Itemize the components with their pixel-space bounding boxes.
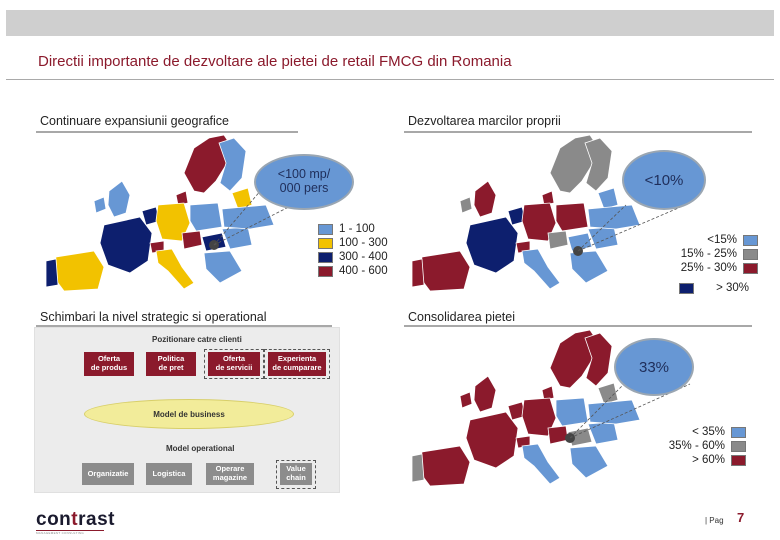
brands-legend bbox=[660, 233, 758, 295]
geo-section-title: Continuare expansiunii geografice bbox=[40, 114, 230, 128]
consolidation-legend-item: > 60% bbox=[646, 453, 746, 467]
region-poland bbox=[556, 398, 588, 426]
geo-legend-item: 300 - 400 bbox=[318, 250, 388, 264]
legend-swatch-navy bbox=[679, 283, 694, 294]
consolidation-legend-item: 35% - 60% bbox=[646, 439, 746, 453]
brands-legend-item: 15% - 25% bbox=[660, 247, 758, 261]
price-policy-box: Politica de pret bbox=[146, 352, 196, 376]
geo-bubble-line1: <100 mp/ bbox=[277, 167, 331, 182]
geo-legend bbox=[318, 222, 388, 278]
geo-legend-item: 100 - 300 bbox=[318, 236, 388, 250]
strategy-section-title: Schimbari la nivel strategic si operational bbox=[40, 310, 267, 324]
operational-model-label: Model operational bbox=[166, 444, 235, 453]
offer-product-box: Oferta de produs bbox=[84, 352, 134, 376]
region-spain bbox=[418, 446, 470, 486]
header-bar bbox=[6, 10, 774, 36]
region-ukraine bbox=[588, 205, 640, 229]
legend-swatch-yellow bbox=[318, 238, 333, 249]
region-poland bbox=[190, 203, 222, 231]
consolidation-legend bbox=[646, 425, 746, 467]
store-operations-box: Operare magazine bbox=[206, 463, 254, 485]
page-number: 7 bbox=[737, 510, 745, 525]
organization-box: Organizatie bbox=[82, 463, 134, 485]
positioning-label: Pozitionare catre clienti bbox=[152, 335, 242, 344]
contrast-logo: contrast bbox=[36, 509, 115, 530]
page-label: | Pag bbox=[705, 516, 724, 525]
legend-swatch-red bbox=[743, 263, 758, 274]
shopping-experience-box: Experienta de cumparare bbox=[268, 352, 326, 376]
brands-legend-item: > 30% bbox=[660, 281, 758, 295]
consolidation-bubble bbox=[614, 338, 694, 396]
legend-swatch-grey bbox=[743, 249, 758, 260]
consolidation-section-rule bbox=[404, 325, 752, 327]
geo-bubble-line2: 000 pers bbox=[279, 181, 329, 195]
legend-swatch-light-blue bbox=[743, 235, 758, 246]
title-divider bbox=[6, 79, 774, 80]
consolidation-section-title: Consolidarea pietei bbox=[408, 310, 516, 324]
legend-swatch-light-blue bbox=[731, 427, 746, 438]
geo-legend-item: 400 - 600 bbox=[318, 264, 388, 278]
brands-section-title: Dezvoltarea marcilor proprii bbox=[408, 114, 561, 128]
logistics-box: Logistica bbox=[146, 463, 192, 485]
region-portugal bbox=[46, 259, 58, 287]
brands-bubble bbox=[622, 150, 706, 210]
region-ukraine bbox=[222, 205, 274, 229]
business-model-diagram bbox=[34, 327, 340, 493]
geo-bubble bbox=[254, 154, 354, 210]
slide-title: Directii importante de dezvoltare ale pietei de retail FMCG din Romania bbox=[38, 53, 512, 70]
logo-tagline: MANAGEMENT CONSULTING bbox=[36, 531, 85, 535]
brands-legend-item: <15% bbox=[660, 233, 758, 247]
consolidation-legend-item: < 35% bbox=[646, 425, 746, 439]
region-portugal bbox=[412, 259, 424, 287]
legend-swatch-red bbox=[318, 266, 333, 277]
region-spain bbox=[418, 251, 470, 291]
value-chain-box: Value chain bbox=[280, 463, 312, 485]
geo-legend-item: 1 - 100 bbox=[318, 222, 388, 236]
region-poland bbox=[556, 203, 588, 231]
business-model-ellipse: Model de business bbox=[84, 399, 294, 429]
region-portugal bbox=[412, 454, 424, 482]
legend-swatch-light-blue bbox=[318, 224, 333, 235]
region-spain bbox=[52, 251, 104, 291]
consolidation-bubble-value: 33% bbox=[638, 358, 670, 376]
legend-swatch-red bbox=[731, 455, 746, 466]
brands-bubble-value: <10% bbox=[644, 171, 684, 189]
legend-swatch-navy bbox=[318, 252, 333, 263]
offer-services-box: Oferta de servicii bbox=[208, 352, 260, 376]
legend-swatch-grey bbox=[731, 441, 746, 452]
brands-legend-item: 25% - 30% bbox=[660, 261, 758, 275]
